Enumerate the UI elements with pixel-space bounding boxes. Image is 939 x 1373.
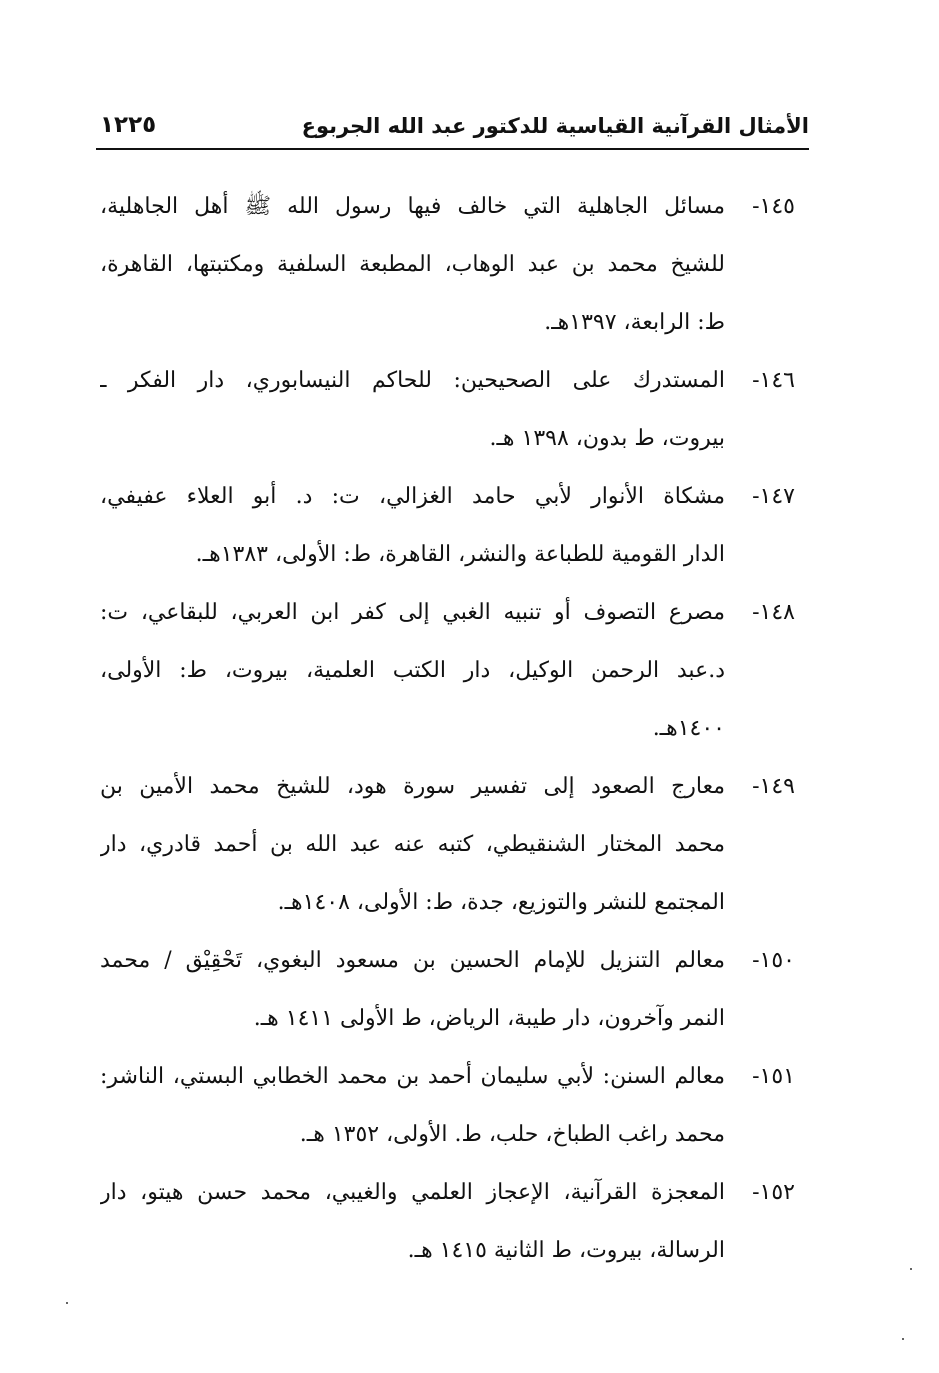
reference-number: ١٤٩- xyxy=(752,774,795,799)
reference-number: ١٤٨- xyxy=(752,600,795,625)
reference-line: مشكاة الأنوار لأبي حامد الغزالي، ت: د. أبو العلاء عفيفي، xyxy=(100,484,725,509)
reference-number: ١٥٢- xyxy=(752,1180,795,1205)
reference-line: معالم التنزيل للإمام الحسين بن مسعود البغوي، تَحْقِيْق / محمد xyxy=(100,948,725,973)
reference-line: للشيخ محمد بن عبد الوهاب، المطبعة السلفية ومكتبتها، القاهرة، xyxy=(100,252,725,277)
page-number: ١٢٢٥ xyxy=(100,112,157,138)
reference-line: محمد راغب الطباخ، حلب، ط. الأولى، ١٣٥٢ هـ. xyxy=(299,1122,725,1147)
reference-line: د.عبد الرحمن الوكيل، دار الكتب العلمية، بيروت، ط: الأولى، xyxy=(100,658,725,683)
reference-line: مصرع التصوف أو تنبيه الغبي إلى كفر ابن العربي، للبقاعي، ت: xyxy=(100,600,725,625)
reference-line: ط: الرابعة، ١٣٩٧هـ. xyxy=(544,310,725,335)
running-header xyxy=(96,112,809,150)
reference-number: ١٤٧- xyxy=(752,484,795,509)
reference-entry-151 xyxy=(100,1048,795,1164)
scan-speck xyxy=(902,1338,904,1340)
reference-line: بيروت، ط بدون، ١٣٩٨ هـ. xyxy=(489,426,725,451)
reference-line: محمد المختار الشنقيطي، كتبه عنه عبد الله بن أحمد قادري، دار xyxy=(100,832,725,857)
reference-line: معارج الصعود إلى تفسير سورة هود، للشيخ محمد الأمين بن xyxy=(100,774,725,799)
reference-number: ١٥١- xyxy=(752,1064,795,1089)
reference-entry-147 xyxy=(100,468,795,584)
reference-number: ١٥٠- xyxy=(752,948,795,973)
reference-line: مسائل الجاهلية التي خالف فيها رسول الله ﷺ أهل الجاهلية، xyxy=(100,194,725,219)
reference-line: الرسالة، بيروت، ط الثانية ١٤١٥ هـ. xyxy=(407,1238,725,1263)
reference-entry-145 xyxy=(100,178,795,352)
running-header-title: الأمثال القرآنية القياسية للدكتور عبد الله الجربوع xyxy=(301,114,809,138)
reference-line: ١٤٠٠هـ. xyxy=(652,716,725,741)
scan-speck xyxy=(66,1302,68,1304)
reference-line: معالم السنن: لأبي سليمان أحمد بن محمد الخطابي البستي، الناشر: xyxy=(100,1064,725,1089)
reference-entry-148 xyxy=(100,584,795,758)
reference-entry-150 xyxy=(100,932,795,1048)
reference-number: ١٤٥- xyxy=(752,194,795,219)
reference-entry-146 xyxy=(100,352,795,468)
reference-line: الدار القومية للطباعة والنشر، القاهرة، ط: الأولى، ١٣٨٣هـ. xyxy=(195,542,725,567)
reference-line: المجتمع للنشر والتوزيع، جدة، ط: الأولى، ١٤٠٨هـ. xyxy=(277,890,725,915)
reference-entry-152 xyxy=(100,1164,795,1280)
scan-speck xyxy=(910,1268,912,1270)
reference-entry-149 xyxy=(100,758,795,932)
reference-line: المستدرك على الصحيحين: للحاكم النيسابوري، دار الفكر ـ xyxy=(100,368,725,393)
reference-number: ١٤٦- xyxy=(752,368,795,393)
reference-line: المعجزة القرآنية، الإعجاز العلمي والغيبي، محمد حسن هيتو، دار xyxy=(100,1180,725,1205)
reference-line: النمر وآخرون، دار طيبة، الرياض، ط الأولى ١٤١١ هـ. xyxy=(253,1006,725,1031)
reference-list xyxy=(100,178,795,1280)
